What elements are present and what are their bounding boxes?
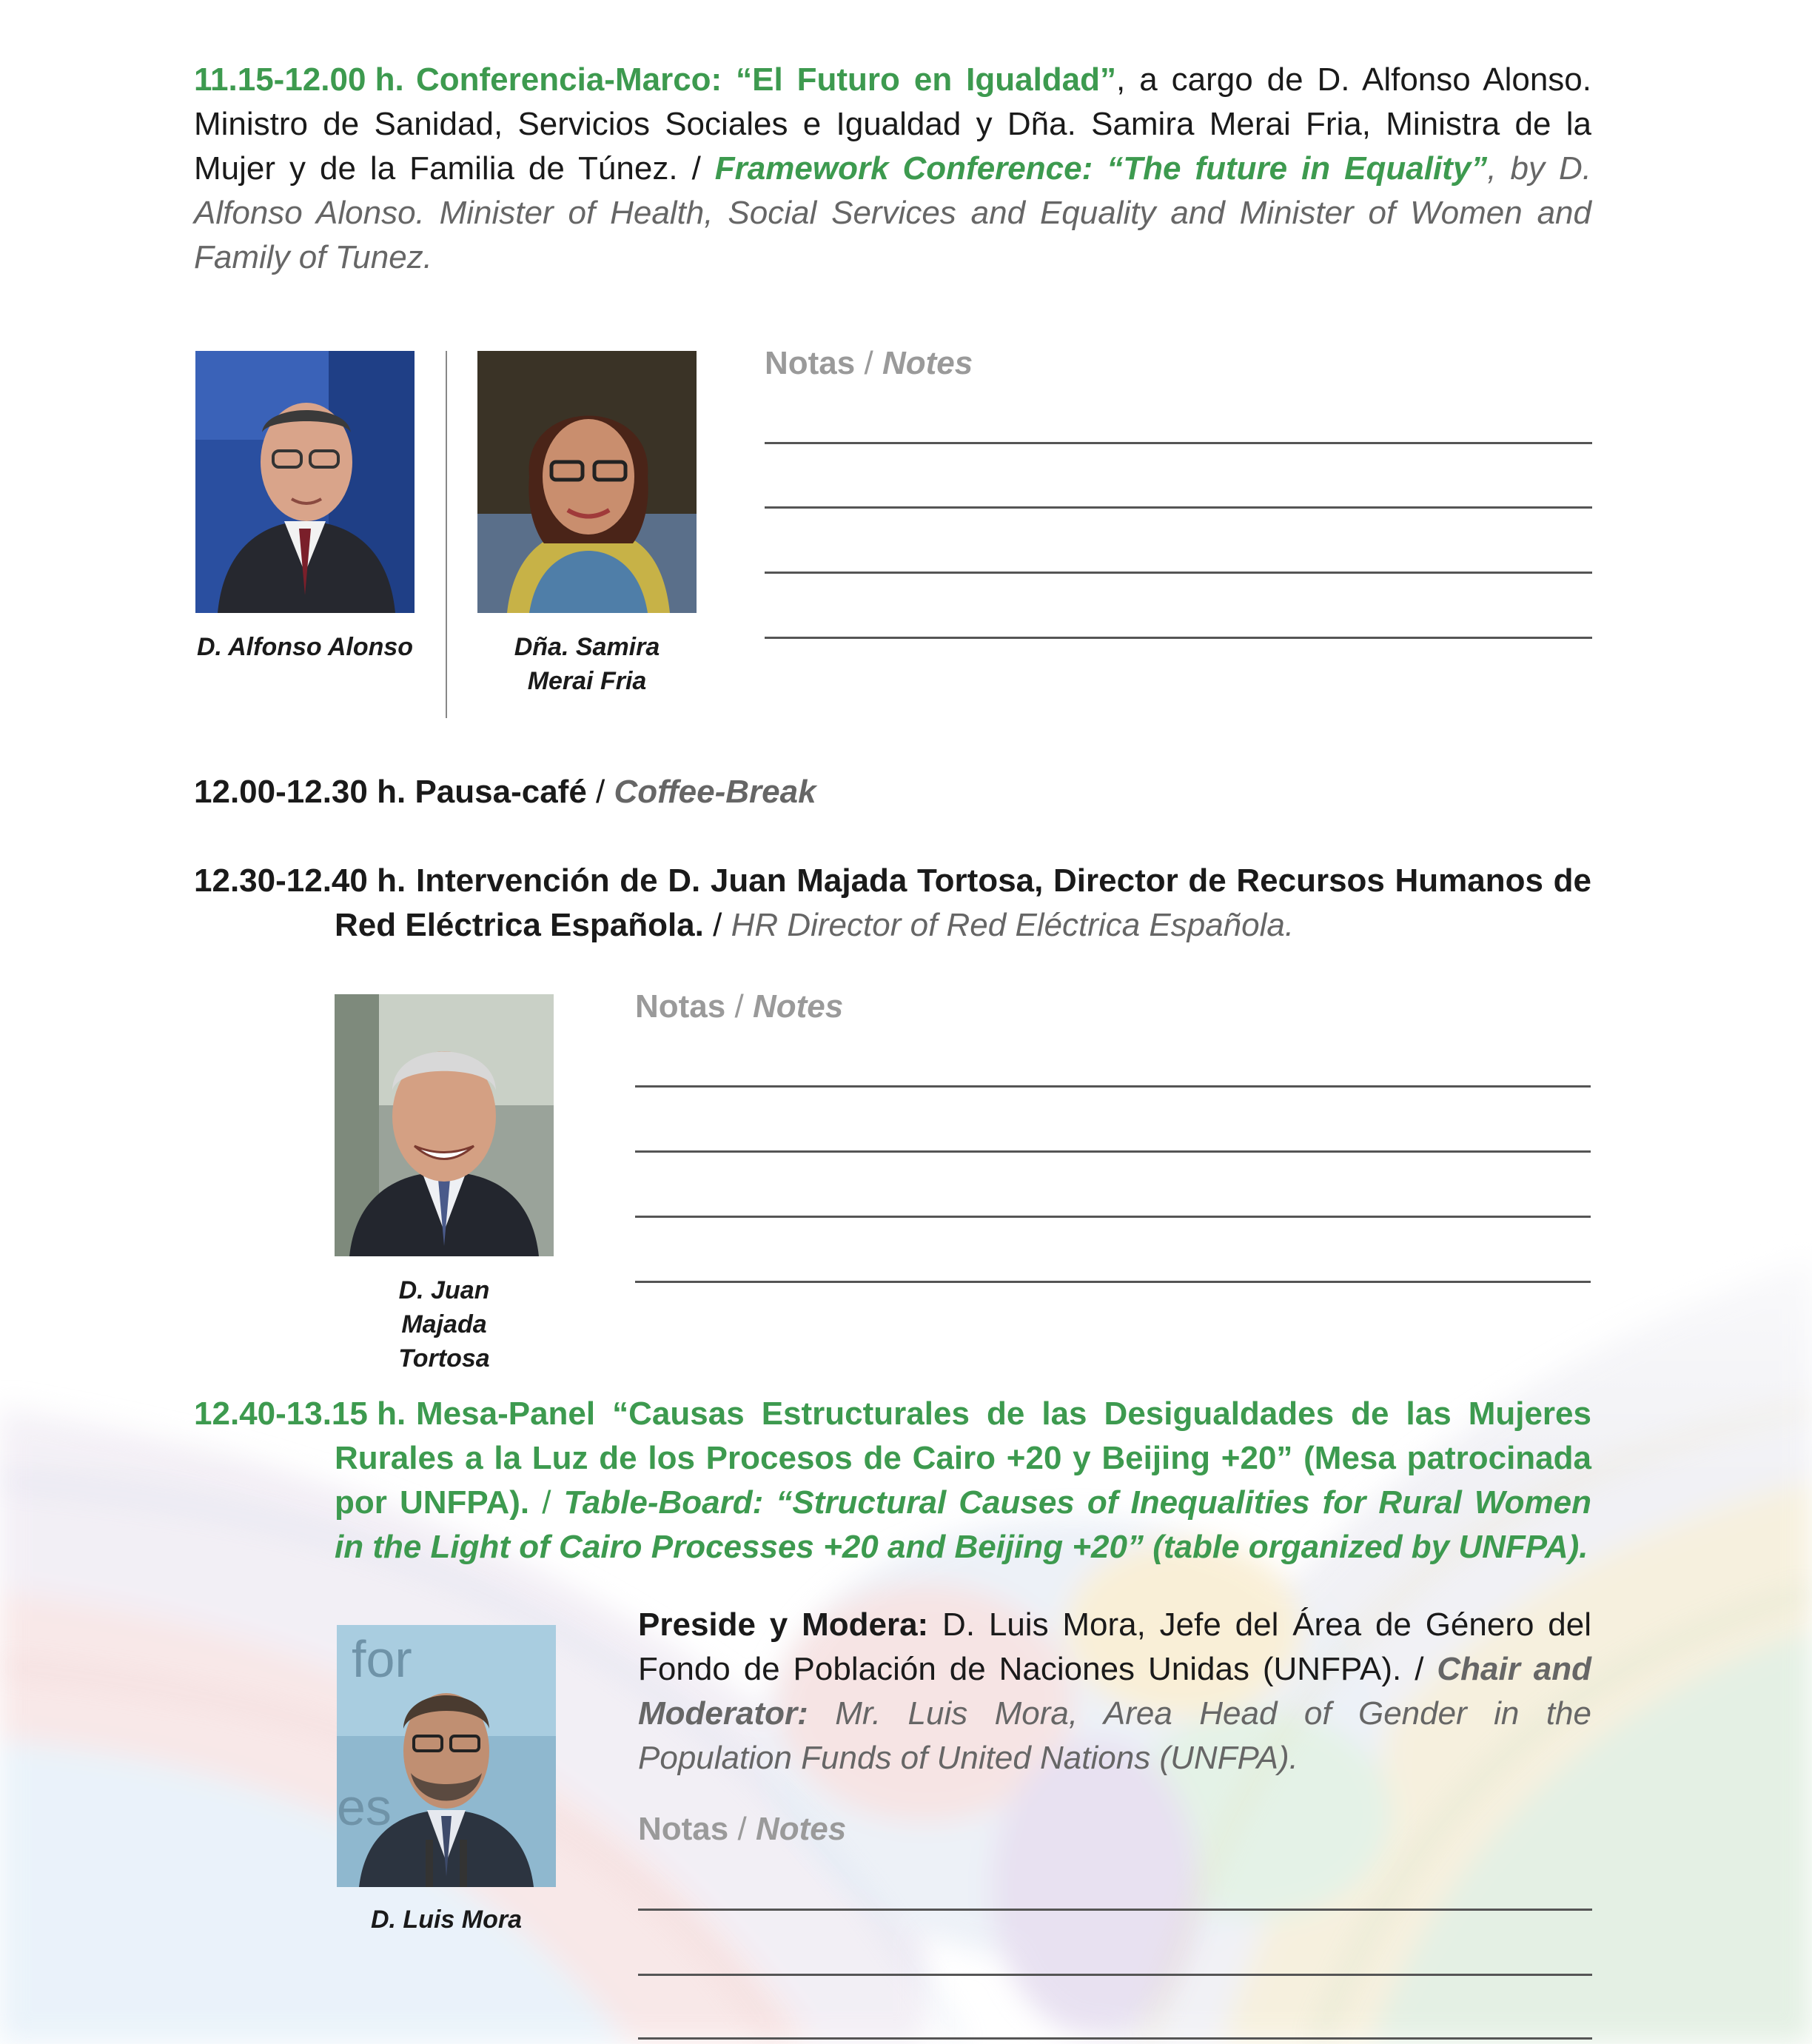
notes-en: Notes xyxy=(752,988,844,1025)
coffee-break-label-es: Pausa-café xyxy=(415,774,587,810)
session-3-chair xyxy=(638,1603,1591,1780)
notes-line xyxy=(635,1216,1591,1218)
notes-line xyxy=(635,1085,1591,1088)
notes-line xyxy=(635,1150,1591,1153)
chair-text-en: Mr. Luis Mora, Area Head of Gender in the Population Funds of United Nations (UNFPA). xyxy=(638,1695,1591,1776)
session-2-time: 12.30-12.40 h. xyxy=(194,862,406,899)
caption-luis-mora: D. Luis Mora xyxy=(370,1906,523,1934)
notes-es: Notas xyxy=(638,1811,729,1847)
session-1-text-en: , by D. Alfonso Alonso. Minister of Health, Social Services and Equality and Minister of Women and Family of Tunez. xyxy=(194,150,1591,275)
photo-luis-mora xyxy=(337,1625,556,1887)
notes-line xyxy=(635,1281,1591,1283)
notes-en: Notes xyxy=(882,345,973,381)
photo-samira-merai-fria xyxy=(477,351,697,613)
photo-alfonso-alonso xyxy=(195,351,415,613)
caption-alfonso-alonso: D. Alfonso Alonso xyxy=(196,633,414,661)
session-3-title-es: Mesa-Panel “Causas Estructurales de las Desigualdades de las Mujeres Rurales a la Luz de los Procesos de Cairo +20 y Beijing +20” (Mesa patrocinada por UNFPA). xyxy=(335,1395,1591,1521)
session-1-separator: / xyxy=(691,150,701,187)
caption-samira-merai-fria: Dña. Samira Merai Fria xyxy=(514,633,660,695)
notes-sep: / xyxy=(737,1811,747,1847)
coffee-break-row xyxy=(194,770,1591,814)
session-1-time: 11.15-12.00 h. xyxy=(194,61,404,98)
notes-sep: / xyxy=(734,988,744,1025)
svg-text:es: es xyxy=(337,1778,392,1836)
notes-heading-3 xyxy=(638,1811,846,1848)
session-1-title-en: Framework Conference: “The future in Equality” xyxy=(714,150,1488,187)
session-2-text-en: HR Director of Red Eléctrica Española. xyxy=(731,907,1295,943)
session-3-title-en: Table-Board: “Structural Causes of Inequalities for Rural Women in the Light of Cairo Processes +20 and Beijing +20” (table organized by UNFPA). xyxy=(335,1484,1591,1565)
notes-heading-1 xyxy=(765,345,973,382)
session-2-text-es: Intervención de D. Juan Majada Tortosa, Director de Recursos Humanos de Red Eléctrica Española. xyxy=(335,862,1591,943)
coffee-break-label-en: Coffee-Break xyxy=(614,774,816,810)
photo-divider xyxy=(446,351,447,718)
session-3-separator: / xyxy=(542,1484,551,1521)
notes-line xyxy=(765,442,1592,444)
notes-line xyxy=(765,572,1592,574)
photo-juan-majada-tortosa xyxy=(335,994,554,1256)
coffee-break-separator: / xyxy=(596,774,605,810)
notes-line xyxy=(638,1974,1592,1976)
session-2-text xyxy=(335,859,1591,948)
chair-separator: / xyxy=(1415,1651,1424,1687)
notes-line xyxy=(638,1909,1592,1911)
notes-heading-2 xyxy=(635,988,843,1025)
chair-label-en: Chair and Moderator: xyxy=(638,1651,1591,1732)
notes-en: Notes xyxy=(755,1811,847,1847)
session-1-title-es: Conferencia-Marco: “El Futuro en Igualdad” xyxy=(416,61,1117,98)
session-2-separator: / xyxy=(713,907,722,943)
session-1-text xyxy=(194,58,1591,280)
notes-line xyxy=(765,506,1592,509)
notes-es: Notas xyxy=(765,345,856,381)
notes-line xyxy=(765,637,1592,639)
session-3-time: 12.40-13.15 h. xyxy=(194,1395,406,1432)
coffee-break-time: 12.00-12.30 h. xyxy=(194,774,406,810)
notes-es: Notas xyxy=(635,988,726,1025)
chair-label-es: Preside y Modera: xyxy=(638,1606,929,1643)
session-3-text xyxy=(335,1392,1591,1569)
caption-juan-majada-tortosa: D. Juan Majada Tortosa xyxy=(398,1276,490,1373)
svg-text:for: for xyxy=(352,1630,412,1688)
notes-sep: / xyxy=(864,345,873,381)
chair-text-es: D. Luis Mora, Jefe del Área de Género del Fondo de Población de Naciones Unidas (UNFPA). xyxy=(638,1606,1592,1687)
session-1-text-es: , a cargo de D. Alfonso Alonso. Ministro de Sanidad, Servicios Sociales e Igualdad y Dña. Samira Merai Fria, Ministra de la Mujer y de la Familia de Túnez. xyxy=(194,61,1592,187)
notes-line xyxy=(638,2037,1592,2040)
